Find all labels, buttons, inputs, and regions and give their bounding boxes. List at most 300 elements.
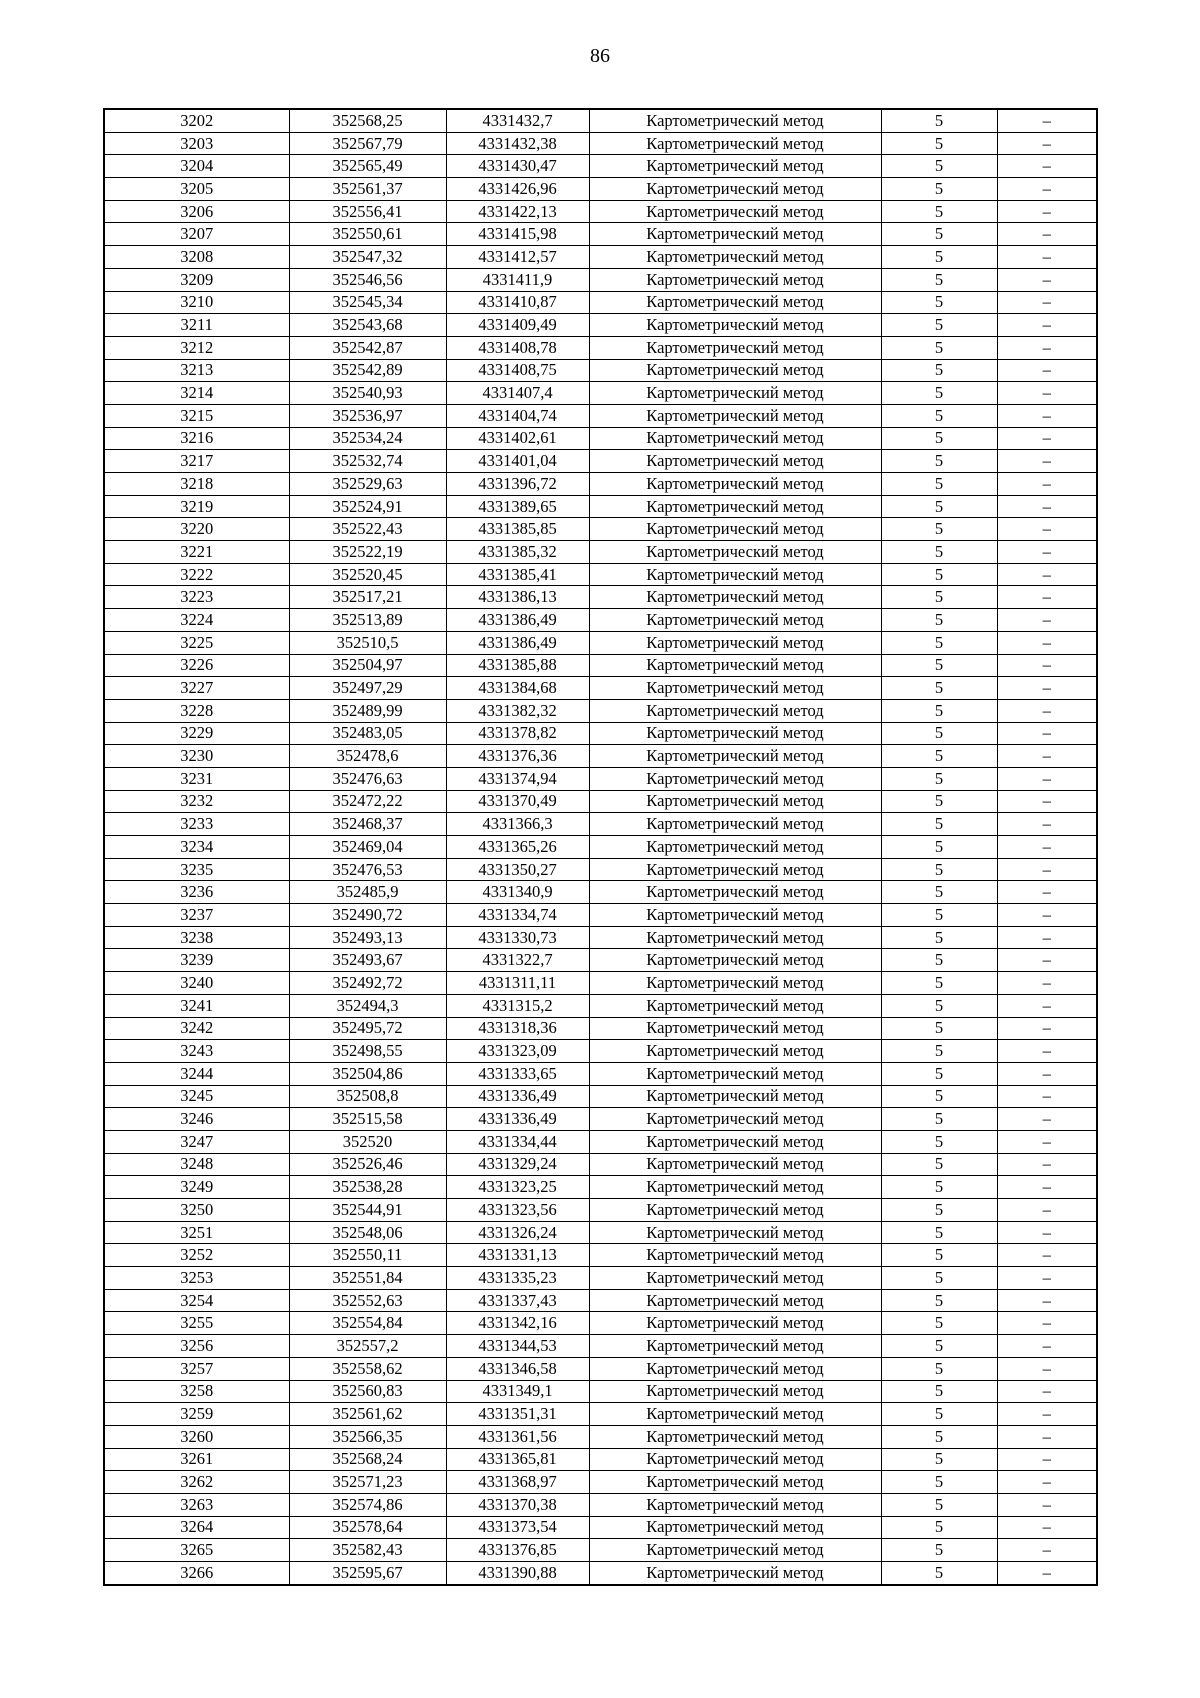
method-cell: Картометрический метод (589, 495, 881, 518)
description-cell: – (997, 427, 1097, 450)
method-cell: Картометрический метод (589, 1335, 881, 1358)
point-number-cell: 3206 (104, 200, 289, 223)
x-coordinate-cell: 352565,49 (289, 155, 446, 178)
x-coordinate-cell: 352504,86 (289, 1062, 446, 1085)
point-number-cell: 3250 (104, 1199, 289, 1222)
y-coordinate-cell: 4331374,94 (446, 767, 589, 790)
method-cell: Картометрический метод (589, 178, 881, 201)
accuracy-cell: 5 (881, 1312, 997, 1335)
point-number-cell: 3238 (104, 926, 289, 949)
y-coordinate-cell: 4331432,7 (446, 109, 589, 132)
point-number-cell: 3217 (104, 450, 289, 473)
table-row (104, 518, 1097, 541)
x-coordinate-cell: 352472,22 (289, 790, 446, 813)
y-coordinate-cell: 4331384,68 (446, 677, 589, 700)
point-number-cell: 3204 (104, 155, 289, 178)
method-cell: Картометрический метод (589, 745, 881, 768)
description-cell: – (997, 1130, 1097, 1153)
method-cell: Картометрический метод (589, 767, 881, 790)
accuracy-cell: 5 (881, 677, 997, 700)
description-cell: – (997, 246, 1097, 269)
method-cell: Картометрический метод (589, 1199, 881, 1222)
accuracy-cell: 5 (881, 994, 997, 1017)
x-coordinate-cell: 352493,13 (289, 926, 446, 949)
point-number-cell: 3232 (104, 790, 289, 813)
description-cell: – (997, 495, 1097, 518)
method-cell: Картометрический метод (589, 314, 881, 337)
x-coordinate-cell: 352550,61 (289, 223, 446, 246)
accuracy-cell: 5 (881, 1403, 997, 1426)
method-cell: Картометрический метод (589, 677, 881, 700)
y-coordinate-cell: 4331346,58 (446, 1357, 589, 1380)
accuracy-cell: 5 (881, 1516, 997, 1539)
table-row (104, 1516, 1097, 1539)
accuracy-cell: 5 (881, 1017, 997, 1040)
y-coordinate-cell: 4331351,31 (446, 1403, 589, 1426)
table-row (104, 382, 1097, 405)
accuracy-cell: 5 (881, 1562, 997, 1585)
y-coordinate-cell: 4331401,04 (446, 450, 589, 473)
table-row (104, 427, 1097, 450)
table-row (104, 790, 1097, 813)
description-cell: – (997, 722, 1097, 745)
x-coordinate-cell: 352493,67 (289, 949, 446, 972)
y-coordinate-cell: 4331426,96 (446, 178, 589, 201)
table-row (104, 1357, 1097, 1380)
coordinates-table-body (104, 109, 1097, 1585)
accuracy-cell: 5 (881, 541, 997, 564)
accuracy-cell: 5 (881, 473, 997, 496)
table-row (104, 246, 1097, 269)
x-coordinate-cell: 352544,91 (289, 1199, 446, 1222)
description-cell: – (997, 1335, 1097, 1358)
description-cell: – (997, 586, 1097, 609)
method-cell: Картометрический метод (589, 1176, 881, 1199)
table-row (104, 268, 1097, 291)
method-cell: Картометрический метод (589, 132, 881, 155)
y-coordinate-cell: 4331365,26 (446, 836, 589, 859)
description-cell: – (997, 1199, 1097, 1222)
x-coordinate-cell: 352468,37 (289, 813, 446, 836)
point-number-cell: 3266 (104, 1562, 289, 1585)
table-row (104, 1471, 1097, 1494)
point-number-cell: 3208 (104, 246, 289, 269)
x-coordinate-cell: 352571,23 (289, 1471, 446, 1494)
method-cell: Картометрический метод (589, 813, 881, 836)
description-cell: – (997, 132, 1097, 155)
x-coordinate-cell: 352542,89 (289, 359, 446, 382)
point-number-cell: 3213 (104, 359, 289, 382)
point-number-cell: 3247 (104, 1130, 289, 1153)
point-number-cell: 3210 (104, 291, 289, 314)
method-cell: Картометрический метод (589, 563, 881, 586)
point-number-cell: 3228 (104, 699, 289, 722)
point-number-cell: 3256 (104, 1335, 289, 1358)
description-cell: – (997, 473, 1097, 496)
x-coordinate-cell: 352557,2 (289, 1335, 446, 1358)
accuracy-cell: 5 (881, 268, 997, 291)
description-cell: – (997, 994, 1097, 1017)
accuracy-cell: 5 (881, 223, 997, 246)
x-coordinate-cell: 352520,45 (289, 563, 446, 586)
x-coordinate-cell: 352492,72 (289, 972, 446, 995)
table-row (104, 450, 1097, 473)
x-coordinate-cell: 352469,04 (289, 836, 446, 859)
description-cell: – (997, 972, 1097, 995)
x-coordinate-cell: 352524,91 (289, 495, 446, 518)
x-coordinate-cell: 352547,32 (289, 246, 446, 269)
table-row (104, 563, 1097, 586)
y-coordinate-cell: 4331334,44 (446, 1130, 589, 1153)
table-row (104, 767, 1097, 790)
x-coordinate-cell: 352568,25 (289, 109, 446, 132)
description-cell: – (997, 200, 1097, 223)
description-cell: – (997, 1017, 1097, 1040)
table-row (104, 1312, 1097, 1335)
y-coordinate-cell: 4331390,88 (446, 1562, 589, 1585)
table-row (104, 858, 1097, 881)
table-row (104, 359, 1097, 382)
description-cell: – (997, 1448, 1097, 1471)
point-number-cell: 3249 (104, 1176, 289, 1199)
point-number-cell: 3203 (104, 132, 289, 155)
method-cell: Картометрический метод (589, 223, 881, 246)
method-cell: Картометрический метод (589, 631, 881, 654)
y-coordinate-cell: 4331386,49 (446, 609, 589, 632)
y-coordinate-cell: 4331415,98 (446, 223, 589, 246)
accuracy-cell: 5 (881, 1153, 997, 1176)
y-coordinate-cell: 4331322,7 (446, 949, 589, 972)
description-cell: – (997, 654, 1097, 677)
method-cell: Картометрический метод (589, 1221, 881, 1244)
y-coordinate-cell: 4331335,23 (446, 1267, 589, 1290)
point-number-cell: 3216 (104, 427, 289, 450)
table-row (104, 926, 1097, 949)
point-number-cell: 3253 (104, 1267, 289, 1290)
x-coordinate-cell: 352494,3 (289, 994, 446, 1017)
y-coordinate-cell: 4331336,49 (446, 1085, 589, 1108)
table-row (104, 155, 1097, 178)
point-number-cell: 3251 (104, 1221, 289, 1244)
method-cell: Картометрический метод (589, 1425, 881, 1448)
point-number-cell: 3261 (104, 1448, 289, 1471)
x-coordinate-cell: 352540,93 (289, 382, 446, 405)
y-coordinate-cell: 4331386,13 (446, 586, 589, 609)
accuracy-cell: 5 (881, 1357, 997, 1380)
point-number-cell: 3214 (104, 382, 289, 405)
method-cell: Картометрический метод (589, 291, 881, 314)
method-cell: Картометрический метод (589, 972, 881, 995)
point-number-cell: 3236 (104, 881, 289, 904)
x-coordinate-cell: 352556,41 (289, 200, 446, 223)
x-coordinate-cell: 352483,05 (289, 722, 446, 745)
accuracy-cell: 5 (881, 972, 997, 995)
y-coordinate-cell: 4331329,24 (446, 1153, 589, 1176)
x-coordinate-cell: 352558,62 (289, 1357, 446, 1380)
description-cell: – (997, 904, 1097, 927)
table-row (104, 1335, 1097, 1358)
method-cell: Картометрический метод (589, 949, 881, 972)
method-cell: Картометрический метод (589, 359, 881, 382)
accuracy-cell: 5 (881, 109, 997, 132)
point-number-cell: 3229 (104, 722, 289, 745)
method-cell: Картометрический метод (589, 427, 881, 450)
method-cell: Картометрический метод (589, 1403, 881, 1426)
point-number-cell: 3265 (104, 1539, 289, 1562)
description-cell: – (997, 1153, 1097, 1176)
accuracy-cell: 5 (881, 1267, 997, 1290)
table-row (104, 1244, 1097, 1267)
method-cell: Картометрический метод (589, 1539, 881, 1562)
table-row (104, 1062, 1097, 1085)
point-number-cell: 3205 (104, 178, 289, 201)
method-cell: Картометрический метод (589, 473, 881, 496)
point-number-cell: 3242 (104, 1017, 289, 1040)
table-row (104, 1017, 1097, 1040)
x-coordinate-cell: 352552,63 (289, 1289, 446, 1312)
table-row (104, 1130, 1097, 1153)
table-row (104, 473, 1097, 496)
accuracy-cell: 5 (881, 291, 997, 314)
accuracy-cell: 5 (881, 904, 997, 927)
table-row (104, 1199, 1097, 1222)
method-cell: Картометрический метод (589, 518, 881, 541)
table-row (104, 336, 1097, 359)
x-coordinate-cell: 352478,6 (289, 745, 446, 768)
point-number-cell: 3258 (104, 1380, 289, 1403)
point-number-cell: 3252 (104, 1244, 289, 1267)
table-row (104, 1562, 1097, 1585)
accuracy-cell: 5 (881, 382, 997, 405)
y-coordinate-cell: 4331407,4 (446, 382, 589, 405)
x-coordinate-cell: 352568,24 (289, 1448, 446, 1471)
description-cell: – (997, 1471, 1097, 1494)
accuracy-cell: 5 (881, 1425, 997, 1448)
accuracy-cell: 5 (881, 1199, 997, 1222)
y-coordinate-cell: 4331376,85 (446, 1539, 589, 1562)
table-row (104, 1493, 1097, 1516)
x-coordinate-cell: 352538,28 (289, 1176, 446, 1199)
method-cell: Картометрический метод (589, 1108, 881, 1131)
description-cell: – (997, 1062, 1097, 1085)
accuracy-cell: 5 (881, 495, 997, 518)
method-cell: Картометрический метод (589, 336, 881, 359)
accuracy-cell: 5 (881, 359, 997, 382)
x-coordinate-cell: 352554,84 (289, 1312, 446, 1335)
table-row (104, 1539, 1097, 1562)
x-coordinate-cell: 352536,97 (289, 404, 446, 427)
y-coordinate-cell: 4331404,74 (446, 404, 589, 427)
description-cell: – (997, 109, 1097, 132)
point-number-cell: 3254 (104, 1289, 289, 1312)
description-cell: – (997, 1221, 1097, 1244)
method-cell: Картометрический метод (589, 654, 881, 677)
table-row (104, 631, 1097, 654)
description-cell: – (997, 450, 1097, 473)
point-number-cell: 3259 (104, 1403, 289, 1426)
accuracy-cell: 5 (881, 404, 997, 427)
table-row (104, 994, 1097, 1017)
description-cell: – (997, 563, 1097, 586)
method-cell: Картометрический метод (589, 904, 881, 927)
y-coordinate-cell: 4331334,74 (446, 904, 589, 927)
accuracy-cell: 5 (881, 1244, 997, 1267)
accuracy-cell: 5 (881, 1062, 997, 1085)
x-coordinate-cell: 352560,83 (289, 1380, 446, 1403)
point-number-cell: 3209 (104, 268, 289, 291)
coordinates-table (103, 108, 1098, 1586)
point-number-cell: 3263 (104, 1493, 289, 1516)
accuracy-cell: 5 (881, 1471, 997, 1494)
x-coordinate-cell: 352542,87 (289, 336, 446, 359)
y-coordinate-cell: 4331410,87 (446, 291, 589, 314)
accuracy-cell: 5 (881, 450, 997, 473)
point-number-cell: 3221 (104, 541, 289, 564)
description-cell: – (997, 223, 1097, 246)
accuracy-cell: 5 (881, 836, 997, 859)
accuracy-cell: 5 (881, 1176, 997, 1199)
point-number-cell: 3244 (104, 1062, 289, 1085)
description-cell: – (997, 336, 1097, 359)
method-cell: Картометрический метод (589, 926, 881, 949)
method-cell: Картометрический метод (589, 1380, 881, 1403)
x-coordinate-cell: 352476,53 (289, 858, 446, 881)
accuracy-cell: 5 (881, 155, 997, 178)
accuracy-cell: 5 (881, 1493, 997, 1516)
description-cell: – (997, 268, 1097, 291)
x-coordinate-cell: 352529,63 (289, 473, 446, 496)
method-cell: Картометрический метод (589, 1312, 881, 1335)
point-number-cell: 3234 (104, 836, 289, 859)
method-cell: Картометрический метод (589, 246, 881, 269)
description-cell: – (997, 836, 1097, 859)
accuracy-cell: 5 (881, 246, 997, 269)
y-coordinate-cell: 4331368,97 (446, 1471, 589, 1494)
table-row (104, 904, 1097, 927)
method-cell: Картометрический метод (589, 1493, 881, 1516)
point-number-cell: 3262 (104, 1471, 289, 1494)
table-row (104, 1176, 1097, 1199)
point-number-cell: 3219 (104, 495, 289, 518)
description-cell: – (997, 1493, 1097, 1516)
description-cell: – (997, 767, 1097, 790)
x-coordinate-cell: 352574,86 (289, 1493, 446, 1516)
y-coordinate-cell: 4331408,75 (446, 359, 589, 382)
x-coordinate-cell: 352517,21 (289, 586, 446, 609)
description-cell: – (997, 926, 1097, 949)
x-coordinate-cell: 352504,97 (289, 654, 446, 677)
method-cell: Картометрический метод (589, 1085, 881, 1108)
point-number-cell: 3260 (104, 1425, 289, 1448)
method-cell: Картометрический метод (589, 109, 881, 132)
y-coordinate-cell: 4331323,09 (446, 1040, 589, 1063)
y-coordinate-cell: 4331331,13 (446, 1244, 589, 1267)
accuracy-cell: 5 (881, 518, 997, 541)
x-coordinate-cell: 352545,34 (289, 291, 446, 314)
method-cell: Картометрический метод (589, 200, 881, 223)
description-cell: – (997, 813, 1097, 836)
table-row (104, 677, 1097, 700)
y-coordinate-cell: 4331408,78 (446, 336, 589, 359)
description-cell: – (997, 404, 1097, 427)
method-cell: Картометрический метод (589, 609, 881, 632)
point-number-cell: 3202 (104, 109, 289, 132)
description-cell: – (997, 1562, 1097, 1585)
y-coordinate-cell: 4331333,65 (446, 1062, 589, 1085)
description-cell: – (997, 1267, 1097, 1290)
table-row (104, 291, 1097, 314)
point-number-cell: 3237 (104, 904, 289, 927)
x-coordinate-cell: 352534,24 (289, 427, 446, 450)
y-coordinate-cell: 4331330,73 (446, 926, 589, 949)
y-coordinate-cell: 4331361,56 (446, 1425, 589, 1448)
method-cell: Картометрический метод (589, 1062, 881, 1085)
method-cell: Картометрический метод (589, 1153, 881, 1176)
method-cell: Картометрический метод (589, 994, 881, 1017)
x-coordinate-cell: 352498,55 (289, 1040, 446, 1063)
method-cell: Картометрический метод (589, 836, 881, 859)
method-cell: Картометрический метод (589, 1130, 881, 1153)
y-coordinate-cell: 4331409,49 (446, 314, 589, 337)
point-number-cell: 3227 (104, 677, 289, 700)
point-number-cell: 3241 (104, 994, 289, 1017)
method-cell: Картометрический метод (589, 699, 881, 722)
accuracy-cell: 5 (881, 745, 997, 768)
description-cell: – (997, 178, 1097, 201)
description-cell: – (997, 1244, 1097, 1267)
y-coordinate-cell: 4331323,25 (446, 1176, 589, 1199)
description-cell: – (997, 790, 1097, 813)
accuracy-cell: 5 (881, 881, 997, 904)
point-number-cell: 3257 (104, 1357, 289, 1380)
y-coordinate-cell: 4331385,41 (446, 563, 589, 586)
table-row (104, 1380, 1097, 1403)
description-cell: – (997, 745, 1097, 768)
x-coordinate-cell: 352532,74 (289, 450, 446, 473)
table-row (104, 1153, 1097, 1176)
y-coordinate-cell: 4331336,49 (446, 1108, 589, 1131)
table-row (104, 1267, 1097, 1290)
y-coordinate-cell: 4331432,38 (446, 132, 589, 155)
accuracy-cell: 5 (881, 1448, 997, 1471)
y-coordinate-cell: 4331386,49 (446, 631, 589, 654)
method-cell: Картометрический метод (589, 1289, 881, 1312)
y-coordinate-cell: 4331382,32 (446, 699, 589, 722)
point-number-cell: 3225 (104, 631, 289, 654)
accuracy-cell: 5 (881, 1380, 997, 1403)
table-row (104, 1221, 1097, 1244)
point-number-cell: 3235 (104, 858, 289, 881)
method-cell: Картометрический метод (589, 450, 881, 473)
point-number-cell: 3222 (104, 563, 289, 586)
y-coordinate-cell: 4331318,36 (446, 1017, 589, 1040)
method-cell: Картометрический метод (589, 722, 881, 745)
description-cell: – (997, 359, 1097, 382)
table-row (104, 722, 1097, 745)
point-number-cell: 3255 (104, 1312, 289, 1335)
x-coordinate-cell: 352520 (289, 1130, 446, 1153)
point-number-cell: 3239 (104, 949, 289, 972)
method-cell: Картометрический метод (589, 1448, 881, 1471)
point-number-cell: 3215 (104, 404, 289, 427)
y-coordinate-cell: 4331411,9 (446, 268, 589, 291)
description-cell: – (997, 155, 1097, 178)
accuracy-cell: 5 (881, 699, 997, 722)
y-coordinate-cell: 4331402,61 (446, 427, 589, 450)
accuracy-cell: 5 (881, 427, 997, 450)
table-row (104, 1289, 1097, 1312)
point-number-cell: 3220 (104, 518, 289, 541)
